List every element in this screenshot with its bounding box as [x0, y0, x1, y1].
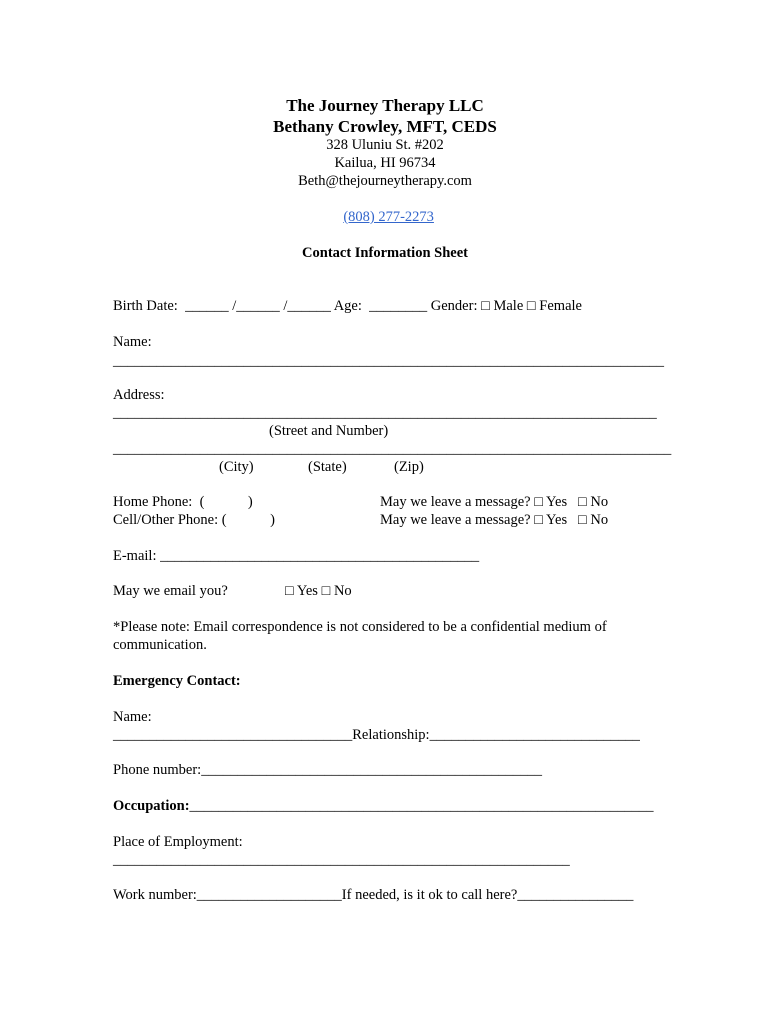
cell-phone-field[interactable]: Cell/Other Phone: ( )	[113, 512, 275, 528]
email-permission-label: May we email you?	[113, 583, 228, 599]
emergency-name-label: Name:	[113, 709, 152, 725]
contact-phone-row	[0, 190, 770, 226]
name-label: Name:	[113, 334, 152, 350]
occupation-label: Occupation:	[113, 798, 190, 814]
employment-label: Place of Employment:	[113, 834, 243, 850]
emergency-relationship-field[interactable]: _________________________________Relationship:_____________________________	[113, 727, 640, 743]
home-phone-field[interactable]: Home Phone: ( )	[113, 494, 253, 510]
city-state-zip: Kailua, HI 96734	[334, 155, 436, 171]
address-label: Address:	[113, 387, 165, 403]
email-note-line-1: *Please note: Email correspondence is not considered to be a confidential medium of	[113, 619, 607, 635]
state-caption: (State)	[308, 459, 347, 475]
provider-name: Bethany Crowley, MFT, CEDS	[273, 117, 497, 136]
city-state-zip-rule[interactable]: _____________________________________________________________________________	[113, 441, 672, 457]
company-name: The Journey Therapy LLC	[286, 96, 484, 115]
address-field-rule[interactable]: ___________________________________________________________________________	[113, 405, 657, 421]
form-title: Contact Information Sheet	[302, 245, 468, 261]
city-caption: (City)	[219, 459, 254, 475]
name-field-rule[interactable]: ____________________________________________________________________________	[113, 353, 664, 369]
cell-phone-message-options[interactable]: May we leave a message? □ Yes □ No	[380, 512, 609, 528]
home-phone-message-options[interactable]: May we leave a message? □ Yes □ No	[380, 494, 609, 510]
occupation-row	[113, 797, 654, 815]
email-note-line-2: communication.	[113, 637, 207, 653]
emergency-contact-heading: Emergency Contact:	[113, 673, 241, 689]
employment-field[interactable]: _______________________________________________________________	[113, 852, 570, 868]
contact-phone-link[interactable]: (808) 277-2273	[343, 209, 434, 225]
street-caption: (Street and Number)	[269, 423, 389, 439]
email-field[interactable]: E-mail: ____________________________________________	[113, 548, 480, 564]
emergency-phone-field[interactable]: Phone number:_______________________________________________	[113, 762, 542, 778]
street-address: 328 Uluniu St. #202	[326, 137, 444, 153]
work-number-field[interactable]: Work number:____________________If needed, is it ok to call here?________________	[113, 887, 634, 903]
zip-caption: (Zip)	[394, 459, 424, 475]
birth-age-gender-line[interactable]: Birth Date: ______ /______ /______ Age: ________ Gender: □ Male □ Female	[113, 298, 582, 314]
occupation-field[interactable]: ________________________________________________________________	[189, 798, 654, 814]
email-permission-options[interactable]: □ Yes □ No	[285, 583, 352, 599]
contact-email: Beth@thejourneytherapy.com	[298, 173, 472, 189]
